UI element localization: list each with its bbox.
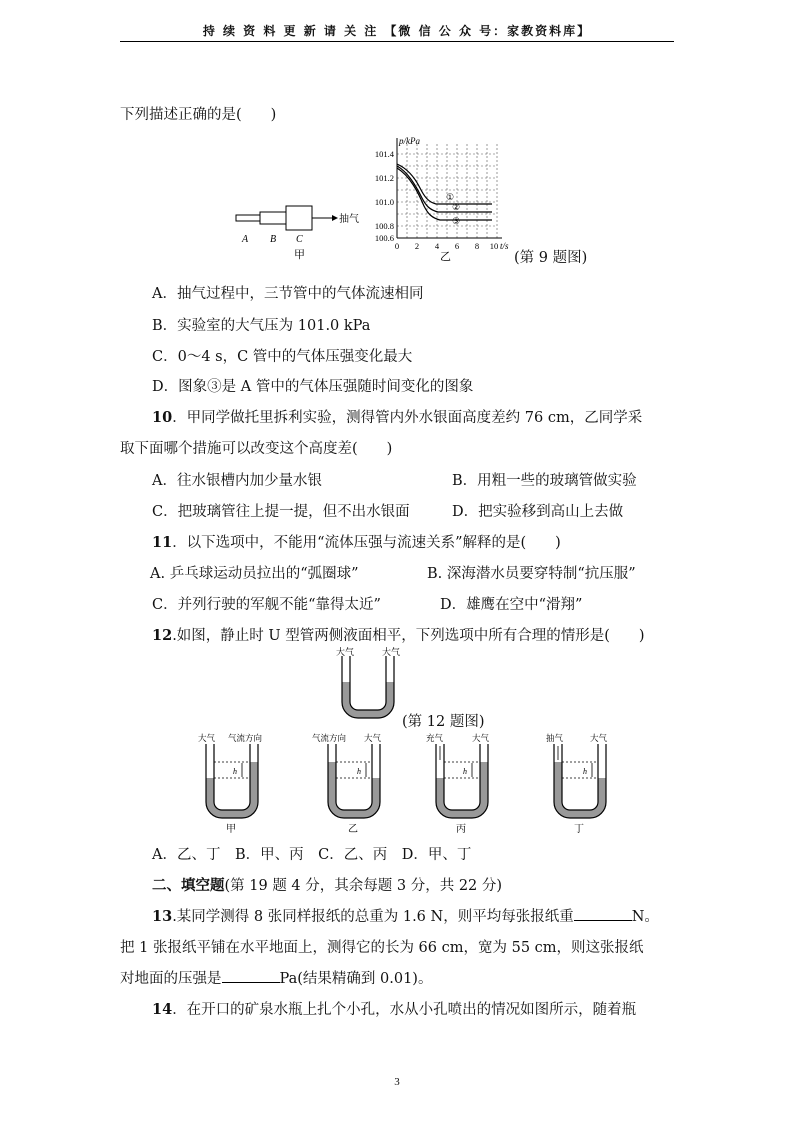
y-tick: 101.2 (374, 173, 394, 183)
page-header: 持 续 资 料 更 新 请 关 注 【微 信 公 众 号：家教资料库】 (202, 24, 592, 38)
label-b: B (270, 234, 277, 245)
x-axis-label: t/s (500, 241, 509, 251)
right-label: 大气 (364, 733, 382, 743)
y-axis-label: p/kPa (399, 136, 420, 146)
label-a: A (242, 234, 249, 245)
q12-figure-caption: (第 12 题图) (402, 714, 485, 730)
q12-number: 12 (152, 627, 173, 644)
left-label: 气流方向 (312, 733, 347, 743)
right-label: 大气 (590, 733, 608, 743)
x-tick: 10 (489, 241, 499, 251)
q9-option-b: B．实验室的大气压为 101.0 kPa (152, 318, 371, 334)
label-c: C (296, 234, 303, 245)
q9-apparatus-figure (232, 200, 362, 262)
q9-figure-caption: (第 9 题图) (514, 250, 588, 266)
x-tick: 2 (414, 241, 420, 251)
apparatus-caption: 甲 (294, 249, 305, 261)
q12-panel-yi (312, 732, 392, 837)
curve-2 (397, 166, 492, 212)
curve-1 (397, 164, 492, 204)
h-label: h (233, 767, 237, 776)
left-label: 充气 (426, 733, 444, 743)
panel-caption: 甲 (226, 824, 236, 835)
q11-option-a: A. 乒乓球运动员拉出的“弧圈球” (150, 566, 359, 582)
q10-number: 10 (152, 409, 173, 426)
page-number: 3 (394, 1076, 400, 1088)
pump-arrow-head (332, 215, 338, 221)
q9-option-a: A．抽气过程中，三节管中的气体流速相同 (152, 286, 424, 302)
q10-option-d: D．把实验移到高山上去做 (452, 504, 624, 520)
tube-a (236, 215, 260, 221)
curve-label-3: ③ (452, 216, 461, 226)
panel-caption: 丙 (456, 824, 466, 835)
right-label: 气流方向 (228, 733, 263, 743)
graph-grid (397, 144, 497, 238)
h-label: h (463, 767, 467, 776)
q11-option-b: B. 深海潜水员要穿特制“抗压服” (427, 566, 636, 582)
right-label: 大气 (472, 733, 490, 743)
h-label: h (583, 767, 587, 776)
q10-stem-text: ．甲同学做托里拆利实验，测得管内外水银面高度差约 76 cm，乙同学采 (172, 410, 643, 426)
x-tick: 6 (454, 241, 460, 251)
q9-pressure-graph (366, 132, 516, 262)
q13-answer-blank-2[interactable] (222, 970, 280, 983)
section-2-title: 二、填空题 (152, 877, 225, 894)
section-2-note: (第 19 题 4 分，其余每题 3 分，共 22 分) (224, 878, 503, 894)
graph-caption: 乙 (440, 251, 451, 262)
q11-option-d: D．雄鹰在空中“滑翔” (440, 597, 583, 613)
panel-caption: 乙 (348, 824, 358, 835)
left-label: 大气 (198, 733, 216, 743)
q13-line1-text: .某同学测得 8 张同样报纸的总重为 1.6 N，则平均每张报纸重 (172, 909, 574, 925)
q13-line1 (152, 905, 659, 926)
u-tube-left-label: 大气 (336, 647, 355, 657)
q12-options: A．乙、丁 B．甲、丙 C．乙、丙 D．甲、丁 (152, 847, 472, 863)
q14-line1 (152, 998, 636, 1019)
q11-stem-text: ．以下选项中，不能用“流体压强与流速关系”解释的是( ) (172, 535, 561, 551)
left-label: 抽气 (546, 733, 564, 743)
q13-line3-unit: Pa(结果精确到 0.01)。 (279, 971, 433, 987)
y-tick: 101.0 (374, 197, 394, 207)
curve-label-2: ② (452, 202, 461, 212)
q10-option-b: B．用粗一些的玻璃管做实验 (452, 473, 637, 489)
q10-stem-line2: 取下面哪个措施可以改变这个高度差( ) (120, 441, 393, 457)
x-tick: 4 (434, 241, 440, 251)
q11-number: 11 (152, 534, 173, 551)
q13-line2: 把 1 张报纸平铺在水平地面上，测得它的长为 66 cm，宽为 55 cm，则这张报纸 (120, 940, 644, 956)
h-label: h (357, 767, 361, 776)
x-tick: 8 (474, 241, 480, 251)
q10-option-a: A．往水银槽内加少量水银 (152, 473, 322, 489)
q10-option-c: C．把玻璃管往上提一提，但不出水银面 (152, 504, 410, 520)
q11-option-c: C．并列行驶的军舰不能“靠得太近” (152, 597, 381, 613)
q12-panel-bing (424, 732, 504, 837)
q11-stem (152, 531, 561, 552)
section-2-heading (152, 874, 502, 895)
q10-stem-line1 (152, 406, 642, 427)
q12-panel-ding (546, 732, 626, 837)
q12-panel-jia (198, 732, 278, 837)
x-tick: 0 (394, 241, 400, 251)
q14-number: 14 (152, 1001, 173, 1018)
header-rule (120, 41, 674, 42)
pump-label: 抽气 (339, 214, 359, 225)
q13-line3 (120, 967, 432, 988)
tube-b (260, 212, 286, 224)
tube-c (286, 206, 312, 230)
q9-option-d: D．图象③是 A 管中的气体压强随时间变化的图象 (152, 379, 474, 395)
q13-number: 13 (152, 908, 173, 925)
q13-answer-blank-1[interactable] (574, 908, 632, 921)
q14-line1-text: ．在开口的矿泉水瓶上扎个小孔，水从小孔喷出的情况如图所示，随着瓶 (172, 1002, 637, 1018)
y-tick: 100.6 (374, 233, 394, 243)
q12-stem (152, 624, 645, 645)
u-tube-right-label: 大气 (382, 647, 401, 657)
curve-label-1: ① (446, 192, 455, 202)
q12-stem-text: .如图，静止时 U 型管两侧液面相平，下列选项中所有合理的情形是( ) (172, 628, 645, 644)
q13-line3-text: 对地面的压强是 (120, 971, 222, 987)
y-tick: 101.4 (374, 149, 394, 159)
q13-line1-unit: N。 (631, 909, 659, 925)
panel-caption: 丁 (574, 824, 584, 835)
q9-option-c: C．0～4 s，C 管中的气体压强变化最大 (152, 349, 413, 365)
y-tick: 100.8 (374, 221, 394, 231)
q9-stem: 下列描述正确的是( ) (120, 107, 277, 123)
q12-top-u-tube (336, 646, 406, 726)
